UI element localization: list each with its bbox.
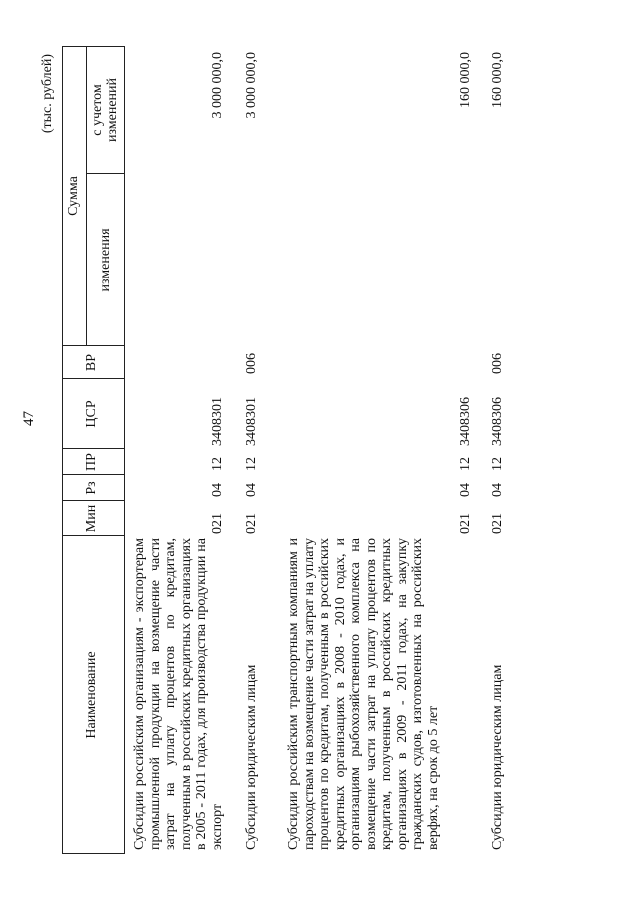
row-with-changes: 160 000,0	[458, 52, 473, 108]
row-csr: 3408301	[244, 397, 259, 446]
header-with-changes: с учетом изменений	[90, 77, 120, 143]
header-name: Наименование	[84, 651, 99, 739]
row-rz: 04	[490, 483, 505, 497]
row-pr: 12	[458, 457, 473, 471]
header-vr: ВР	[84, 353, 99, 372]
row-csr: 3408306	[458, 397, 473, 446]
page-number: 47	[21, 411, 37, 426]
header-rz: Рз	[84, 481, 99, 495]
row-min: 021	[490, 513, 505, 534]
units-label: (тыс. рублей)	[40, 54, 55, 134]
row-with-changes: 160 000,0	[490, 52, 505, 108]
row-min: 021	[210, 513, 225, 534]
row-with-changes: 3 000 000,0	[244, 52, 259, 119]
sum-header-divider	[86, 46, 87, 346]
rotated-page	[40, 46, 625, 854]
header-csr: ЦСР	[84, 400, 99, 428]
row-pr: 12	[210, 457, 225, 471]
row-min: 021	[458, 513, 473, 534]
header-pr: ПР	[84, 453, 99, 471]
row-min: 021	[244, 513, 259, 534]
row-csr: 3408301	[210, 397, 225, 446]
row-with-changes: 3 000 000,0	[210, 52, 225, 119]
header-divider	[124, 46, 125, 854]
row-pr: 12	[490, 457, 505, 471]
row-name: Субсидии юридическим лицам	[490, 664, 505, 850]
row-name: Субсидии российским организациям - экспортерам промышленной продукции на возмещение части затрат на уплату процентов по кредитам, полученным в российских кредитных организациях в 2005 - 2011 годах, для производства продукции на экспорт	[132, 538, 225, 850]
row-vr: 006	[244, 353, 259, 374]
table-border-top	[62, 46, 63, 854]
row-rz: 04	[244, 483, 259, 497]
row-rz: 04	[458, 483, 473, 497]
row-vr: 006	[490, 353, 505, 374]
row-name: Субсидии юридическим лицам	[244, 664, 259, 850]
header-changes: изменения	[98, 228, 113, 292]
header-sum: Сумма	[66, 176, 81, 216]
budget-table	[62, 46, 620, 854]
row-pr: 12	[244, 457, 259, 471]
row-rz: 04	[210, 483, 225, 497]
header-min: Мин	[84, 504, 99, 533]
row-name: Субсидии российским транспортным компаниям и пароходствам на возмещение части затрат на уплату процентов по кредитам, полученным в российских кредитных организациях в 2008 - 2010 годах, и организациям рыбохозяйственного комплекса на возмещение части затрат на уплату процентов по кредитам, полученным в российских кредитных организациях в 2009 - 2011 годах, на закупку гражданских судов, изготовленных на российских верфях, на срок до 5 лет	[286, 538, 441, 850]
row-csr: 3408306	[490, 397, 505, 446]
